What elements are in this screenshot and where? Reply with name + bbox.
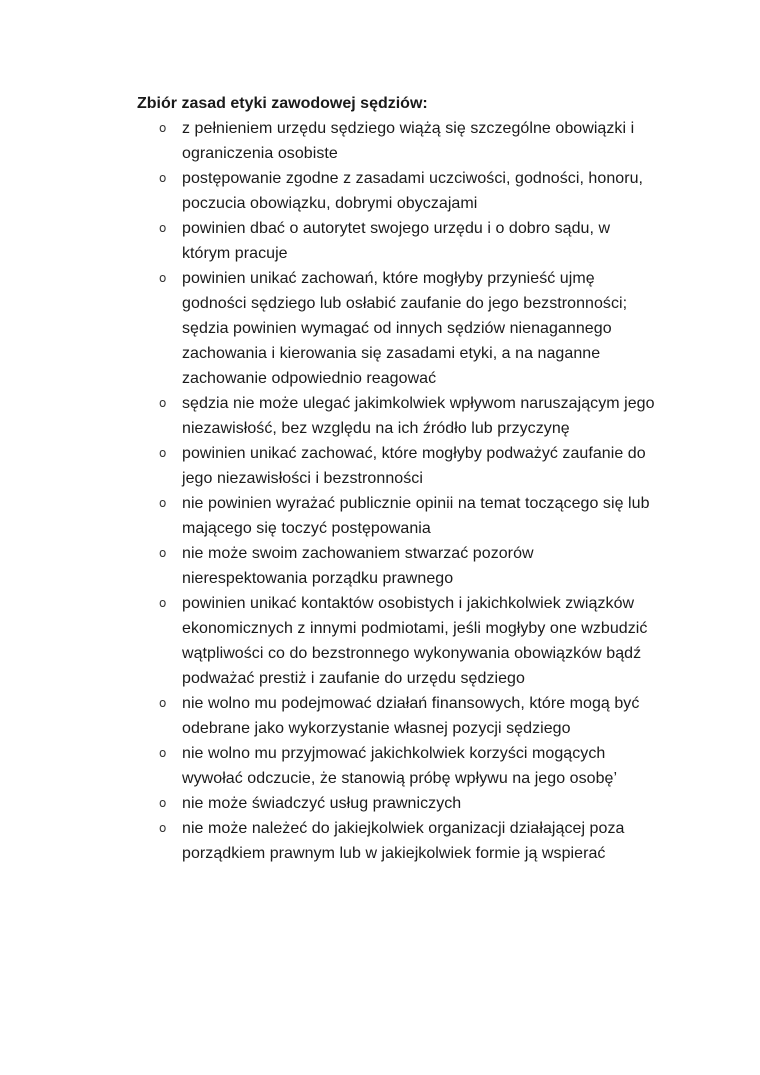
list-item-text-line: ekonomicznych z innymi podmiotami, jeśli mogłyby one wzbudzić <box>182 620 648 637</box>
list-item <box>137 116 697 166</box>
list-item <box>137 441 697 491</box>
list-item-text-line: nie może swoim zachowaniem stwarzać pozorów <box>182 545 534 562</box>
list-item <box>137 541 697 591</box>
list-item-text-line: jego niezawisłości i bezstronności <box>182 470 423 487</box>
list-item <box>137 166 697 216</box>
list-item-text-line: ograniczenia osobiste <box>182 145 338 162</box>
list-item <box>137 591 697 691</box>
list-item-text-line: poczucia obowiązku, dobrymi obyczajami <box>182 195 478 212</box>
list-item-text-line: zachowania i kierowania się zasadami etyki, a na naganne <box>182 345 601 362</box>
hollow-circle-bullet-icon: o <box>159 696 167 710</box>
ethics-rules-list <box>137 116 697 866</box>
list-item-text-line: nie może świadczyć usług prawniczych <box>182 795 462 812</box>
hollow-circle-bullet-icon: o <box>159 746 167 760</box>
list-item <box>137 691 697 741</box>
hollow-circle-bullet-icon: o <box>159 596 167 610</box>
list-item-text-line: powinien dbać o autorytet swojego urzędu i o dobro sądu, w <box>182 220 611 237</box>
list-item-text-line: godności sędziego lub osłabić zaufanie do jego bezstronności; <box>182 295 628 312</box>
list-item-text-line: odebrane jako wykorzystanie własnej pozycji sędziego <box>182 720 571 737</box>
list-item-text-line: zachowanie odpowiednio reagować <box>182 370 437 387</box>
hollow-circle-bullet-icon: o <box>159 446 167 460</box>
list-item-text-line: którym pracuje <box>182 245 288 262</box>
document-content <box>137 91 697 866</box>
list-item <box>137 816 697 866</box>
list-item-text-line: nie wolno mu podejmować działań finansowych, które mogą być <box>182 695 640 712</box>
list-item-text-line: powinien unikać zachowań, które mogłyby przynieść ujmę <box>182 270 595 287</box>
hollow-circle-bullet-icon: o <box>159 171 167 185</box>
list-item-text-line: wątpliwości co do bezstronnego wykonywania obowiązków bądź <box>182 645 642 662</box>
list-item-text-line: powinien unikać zachować, które mogłyby podważyć zaufanie do <box>182 445 646 462</box>
list-item <box>137 791 697 816</box>
list-item-text-line: niezawisłość, bez względu na ich źródło lub przyczynę <box>182 420 570 437</box>
list-item-text-line: postępowanie zgodne z zasadami uczciwości, godności, honoru, <box>182 170 644 187</box>
hollow-circle-bullet-icon: o <box>159 121 167 135</box>
list-item <box>137 391 697 441</box>
hollow-circle-bullet-icon: o <box>159 396 167 410</box>
hollow-circle-bullet-icon: o <box>159 546 167 560</box>
list-item <box>137 216 697 266</box>
list-item-text-line: nie może należeć do jakiejkolwiek organizacji działającej poza <box>182 820 625 837</box>
list-item-text-line: podważać prestiż i zaufanie do urzędu sędziego <box>182 670 525 687</box>
list-item-text-line: nierespektowania porządku prawnego <box>182 570 454 587</box>
list-item-text-line: nie wolno mu przyjmować jakichkolwiek korzyści mogących <box>182 745 606 762</box>
hollow-circle-bullet-icon: o <box>159 796 167 810</box>
list-item <box>137 741 697 791</box>
list-item-text-line: powinien unikać kontaktów osobistych i jakichkolwiek związków <box>182 595 635 612</box>
list-item-text-line: sędzia powinien wymagać od innych sędziów nienagannego <box>182 320 612 337</box>
hollow-circle-bullet-icon: o <box>159 496 167 510</box>
list-item-text-line: wywołać odczucie, że stanowią próbę wpływu na jego osobę’ <box>182 770 618 787</box>
list-item-text-line: sędzia nie może ulegać jakimkolwiek wpływom naruszającym jego <box>182 395 655 412</box>
list-item-text-line: z pełnieniem urzędu sędziego wiążą się szczególne obowiązki i <box>182 120 635 137</box>
list-item-text-line: porządkiem prawnym lub w jakiejkolwiek formie ją wspierać <box>182 845 606 862</box>
document-heading: Zbiór zasad etyki zawodowej sędziów: <box>137 95 428 112</box>
list-item-text-line: nie powinien wyrażać publicznie opinii na temat toczącego się lub <box>182 495 650 512</box>
hollow-circle-bullet-icon: o <box>159 221 167 235</box>
hollow-circle-bullet-icon: o <box>159 821 167 835</box>
hollow-circle-bullet-icon: o <box>159 271 167 285</box>
list-item <box>137 266 697 391</box>
list-item <box>137 491 697 541</box>
list-item-text-line: mającego się toczyć postępowania <box>182 520 431 537</box>
